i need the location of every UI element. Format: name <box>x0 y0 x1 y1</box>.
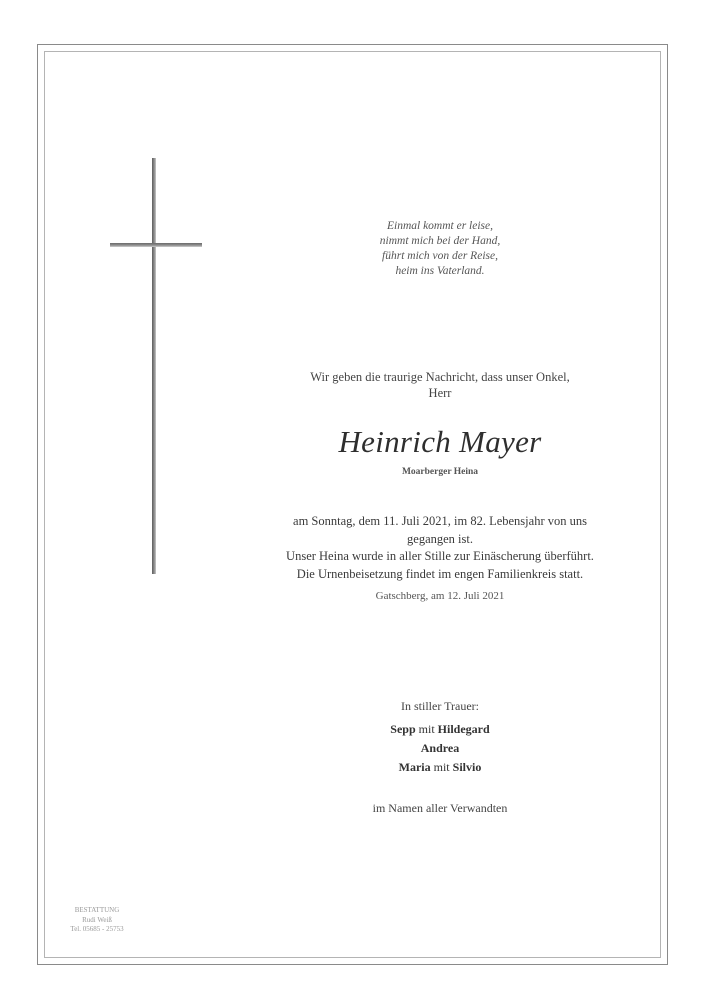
funeral-home-label: BESTATTUNG <box>74 906 120 914</box>
mourner-name: Silvio <box>452 760 482 774</box>
mourner-joiner: mit <box>418 722 435 736</box>
mourning-heading: In stiller Trauer: <box>401 699 479 713</box>
place-and-date: Gatschberg, am 12. Juli 2021 <box>375 590 505 602</box>
funeral-home-phone: Tel. 05685 - 25753 <box>70 925 124 933</box>
deceased-nickname: Moarberger Heina <box>401 467 479 477</box>
poem-line: heim ins Vaterland. <box>395 265 485 277</box>
poem <box>280 219 600 279</box>
mourner-name: Sepp <box>390 722 416 736</box>
poem-line: nimmt mich bei der Hand, <box>379 235 501 247</box>
mourner-joiner: mit <box>433 760 450 774</box>
poem-line: führt mich von der Reise, <box>382 250 498 262</box>
mourner-row <box>280 739 600 758</box>
closing-line: im Namen aller Verwandten <box>372 801 508 815</box>
deceased-name: Heinrich Mayer <box>338 424 542 459</box>
mourner-name: Maria <box>398 760 431 774</box>
intro-line: Wir geben die traurige Nachricht, dass unser Onkel, <box>310 370 570 384</box>
funeral-home-owner: Rudi Weiß <box>82 915 112 924</box>
mourner-row <box>280 758 600 777</box>
announcement-intro <box>280 369 600 401</box>
body-line: gegangen ist. <box>407 531 473 546</box>
mourner-row <box>280 720 600 739</box>
body-line: Die Urnenbeisetzung findet im engen Familienkreis statt. <box>296 566 584 581</box>
cross-vertical-beam <box>152 158 156 574</box>
mourner-name: Hildegard <box>437 722 490 736</box>
poem-line: Einmal kommt er leise, <box>386 220 494 232</box>
cross-icon <box>108 158 204 576</box>
mourner-name: Andrea <box>420 741 460 755</box>
body-line: am Sonntag, dem 11. Juli 2021, im 82. Lebensjahr von uns <box>293 514 587 528</box>
intro-title: Herr <box>428 386 452 400</box>
funeral-home-imprint <box>52 906 142 935</box>
cross-horizontal-beam <box>110 243 202 247</box>
body-line: Unser Heina wurde in aller Stille zur Einäscherung überführt. <box>286 549 594 563</box>
announcement-body <box>280 513 600 583</box>
mourners-list <box>280 720 600 777</box>
